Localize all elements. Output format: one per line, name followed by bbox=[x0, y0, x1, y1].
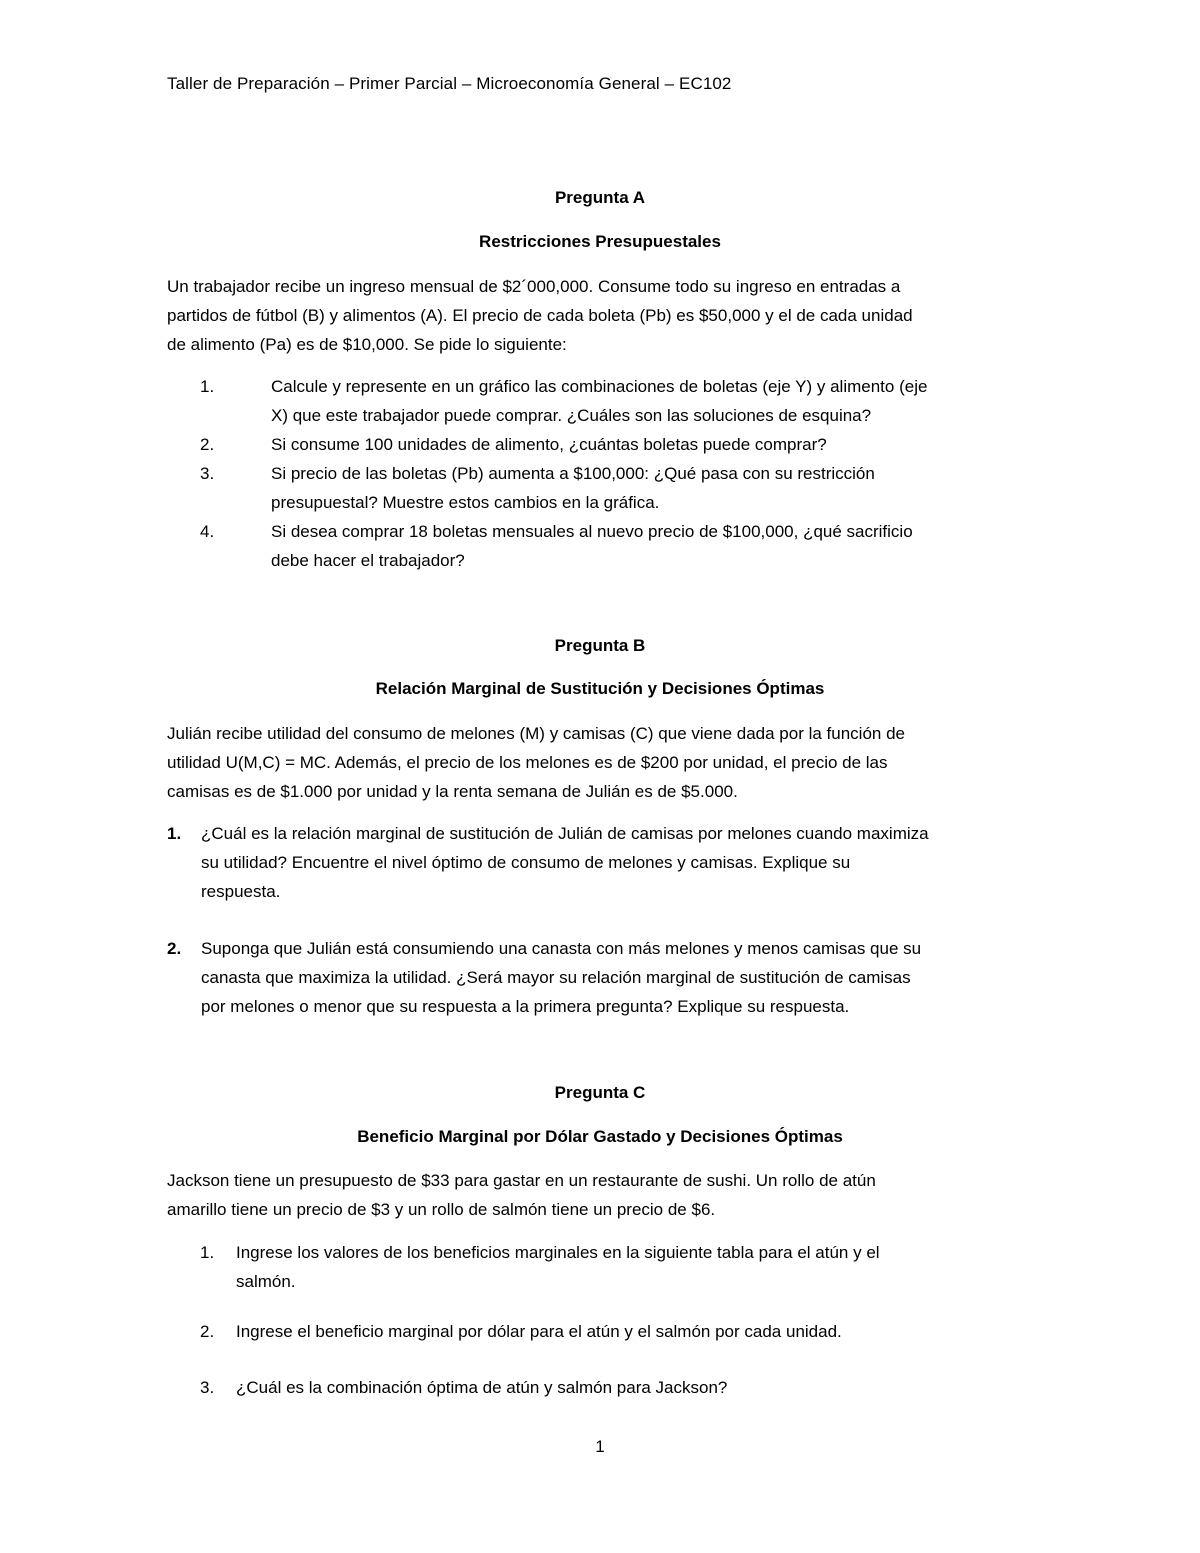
page-header: Taller de Preparación – Primer Parcial – Microeconomía General – EC102 bbox=[167, 74, 732, 93]
item-number: 2. bbox=[167, 939, 182, 958]
item-number: 4. bbox=[200, 522, 215, 541]
intro-line: Julián recibe utilidad del consumo de melones (M) y camisas (C) que viene dada por la función de bbox=[167, 724, 905, 743]
intro-line: partidos de fútbol (B) y alimentos (A). El precio de cada boleta (Pb) es $50,000 y el de cada unidad bbox=[167, 306, 913, 325]
item-number: 2. bbox=[200, 1322, 215, 1341]
item-number: 3. bbox=[200, 1378, 215, 1397]
intro-line: utilidad U(M,C) = MC. Además, el precio de los melones es de $200 por unidad, el precio de las bbox=[167, 753, 888, 772]
item-line: debe hacer el trabajador? bbox=[271, 551, 465, 570]
item-line: presupuestal? Muestre estos cambios en la gráfica. bbox=[271, 493, 660, 512]
section-b-subtitle: Relación Marginal de Sustitución y Decisiones Óptimas bbox=[375, 679, 825, 698]
page-number: 1 bbox=[595, 1437, 605, 1456]
item-line: respuesta. bbox=[201, 882, 281, 901]
item-line: ¿Cuál es la relación marginal de sustitución de Julián de camisas por melones cuando maximiza bbox=[201, 824, 929, 843]
section-c-title: Pregunta C bbox=[554, 1083, 646, 1102]
item-number: 1. bbox=[200, 1243, 215, 1262]
item-number: 1. bbox=[200, 377, 215, 396]
section-c-subtitle: Beneficio Marginal por Dólar Gastado y Decisiones Óptimas bbox=[357, 1127, 843, 1146]
item-line: Suponga que Julián está consumiendo una canasta con más melones y menos camisas que su bbox=[201, 939, 922, 958]
item-line: Si precio de las boletas (Pb) aumenta a $100,000: ¿Qué pasa con su restricción bbox=[271, 464, 875, 483]
intro-line: Jackson tiene un presupuesto de $33 para gastar en un restaurante de sushi. Un rollo de atún bbox=[167, 1171, 876, 1190]
item-line: X) que este trabajador puede comprar. ¿Cuáles son las soluciones de esquina? bbox=[271, 406, 872, 425]
item-line: por melones o menor que su respuesta a la primera pregunta? Explique su respuesta. bbox=[201, 997, 850, 1016]
intro-line: amarillo tiene un precio de $3 y un rollo de salmón tiene un precio de $6. bbox=[167, 1200, 716, 1219]
item-line: salmón. bbox=[236, 1272, 296, 1291]
item-line: Si consume 100 unidades de alimento, ¿cuántas boletas puede comprar? bbox=[271, 435, 827, 454]
section-c-intro bbox=[167, 1166, 1037, 1224]
item-line: Si desea comprar 18 boletas mensuales al nuevo precio de $100,000, ¿qué sacrificio bbox=[271, 522, 913, 541]
section-a-intro bbox=[167, 272, 1037, 359]
item-line: su utilidad? Encuentre el nivel óptimo de consumo de melones y camisas. Explique su bbox=[201, 853, 851, 872]
item-line: Ingrese los valores de los beneficios marginales en la siguiente tabla para el atún y el bbox=[236, 1243, 880, 1262]
section-b-title: Pregunta B bbox=[554, 636, 646, 655]
item-line: ¿Cuál es la combinación óptima de atún y salmón para Jackson? bbox=[236, 1378, 728, 1397]
section-a-title: Pregunta A bbox=[554, 188, 646, 207]
intro-line: camisas es de $1.000 por unidad y la renta semana de Julián es de $5.000. bbox=[167, 782, 738, 801]
item-line: Calcule y represente en un gráfico las combinaciones de boletas (eje Y) y alimento (eje bbox=[271, 377, 928, 396]
section-a-subtitle: Restricciones Presupuestales bbox=[479, 232, 721, 251]
section-b-intro bbox=[167, 719, 1037, 806]
intro-line: Un trabajador recibe un ingreso mensual de $2´000,000. Consume todo su ingreso en entradas a bbox=[167, 277, 901, 296]
item-number: 2. bbox=[200, 435, 215, 454]
item-line: canasta que maximiza la utilidad. ¿Será mayor su relación marginal de sustitución de camisas bbox=[201, 968, 911, 987]
intro-line: de alimento (Pa) es de $10,000. Se pide lo siguiente: bbox=[167, 335, 567, 354]
item-number: 3. bbox=[200, 464, 215, 483]
item-line: Ingrese el beneficio marginal por dólar para el atún y el salmón por cada unidad. bbox=[236, 1322, 842, 1341]
item-number: 1. bbox=[167, 824, 182, 843]
